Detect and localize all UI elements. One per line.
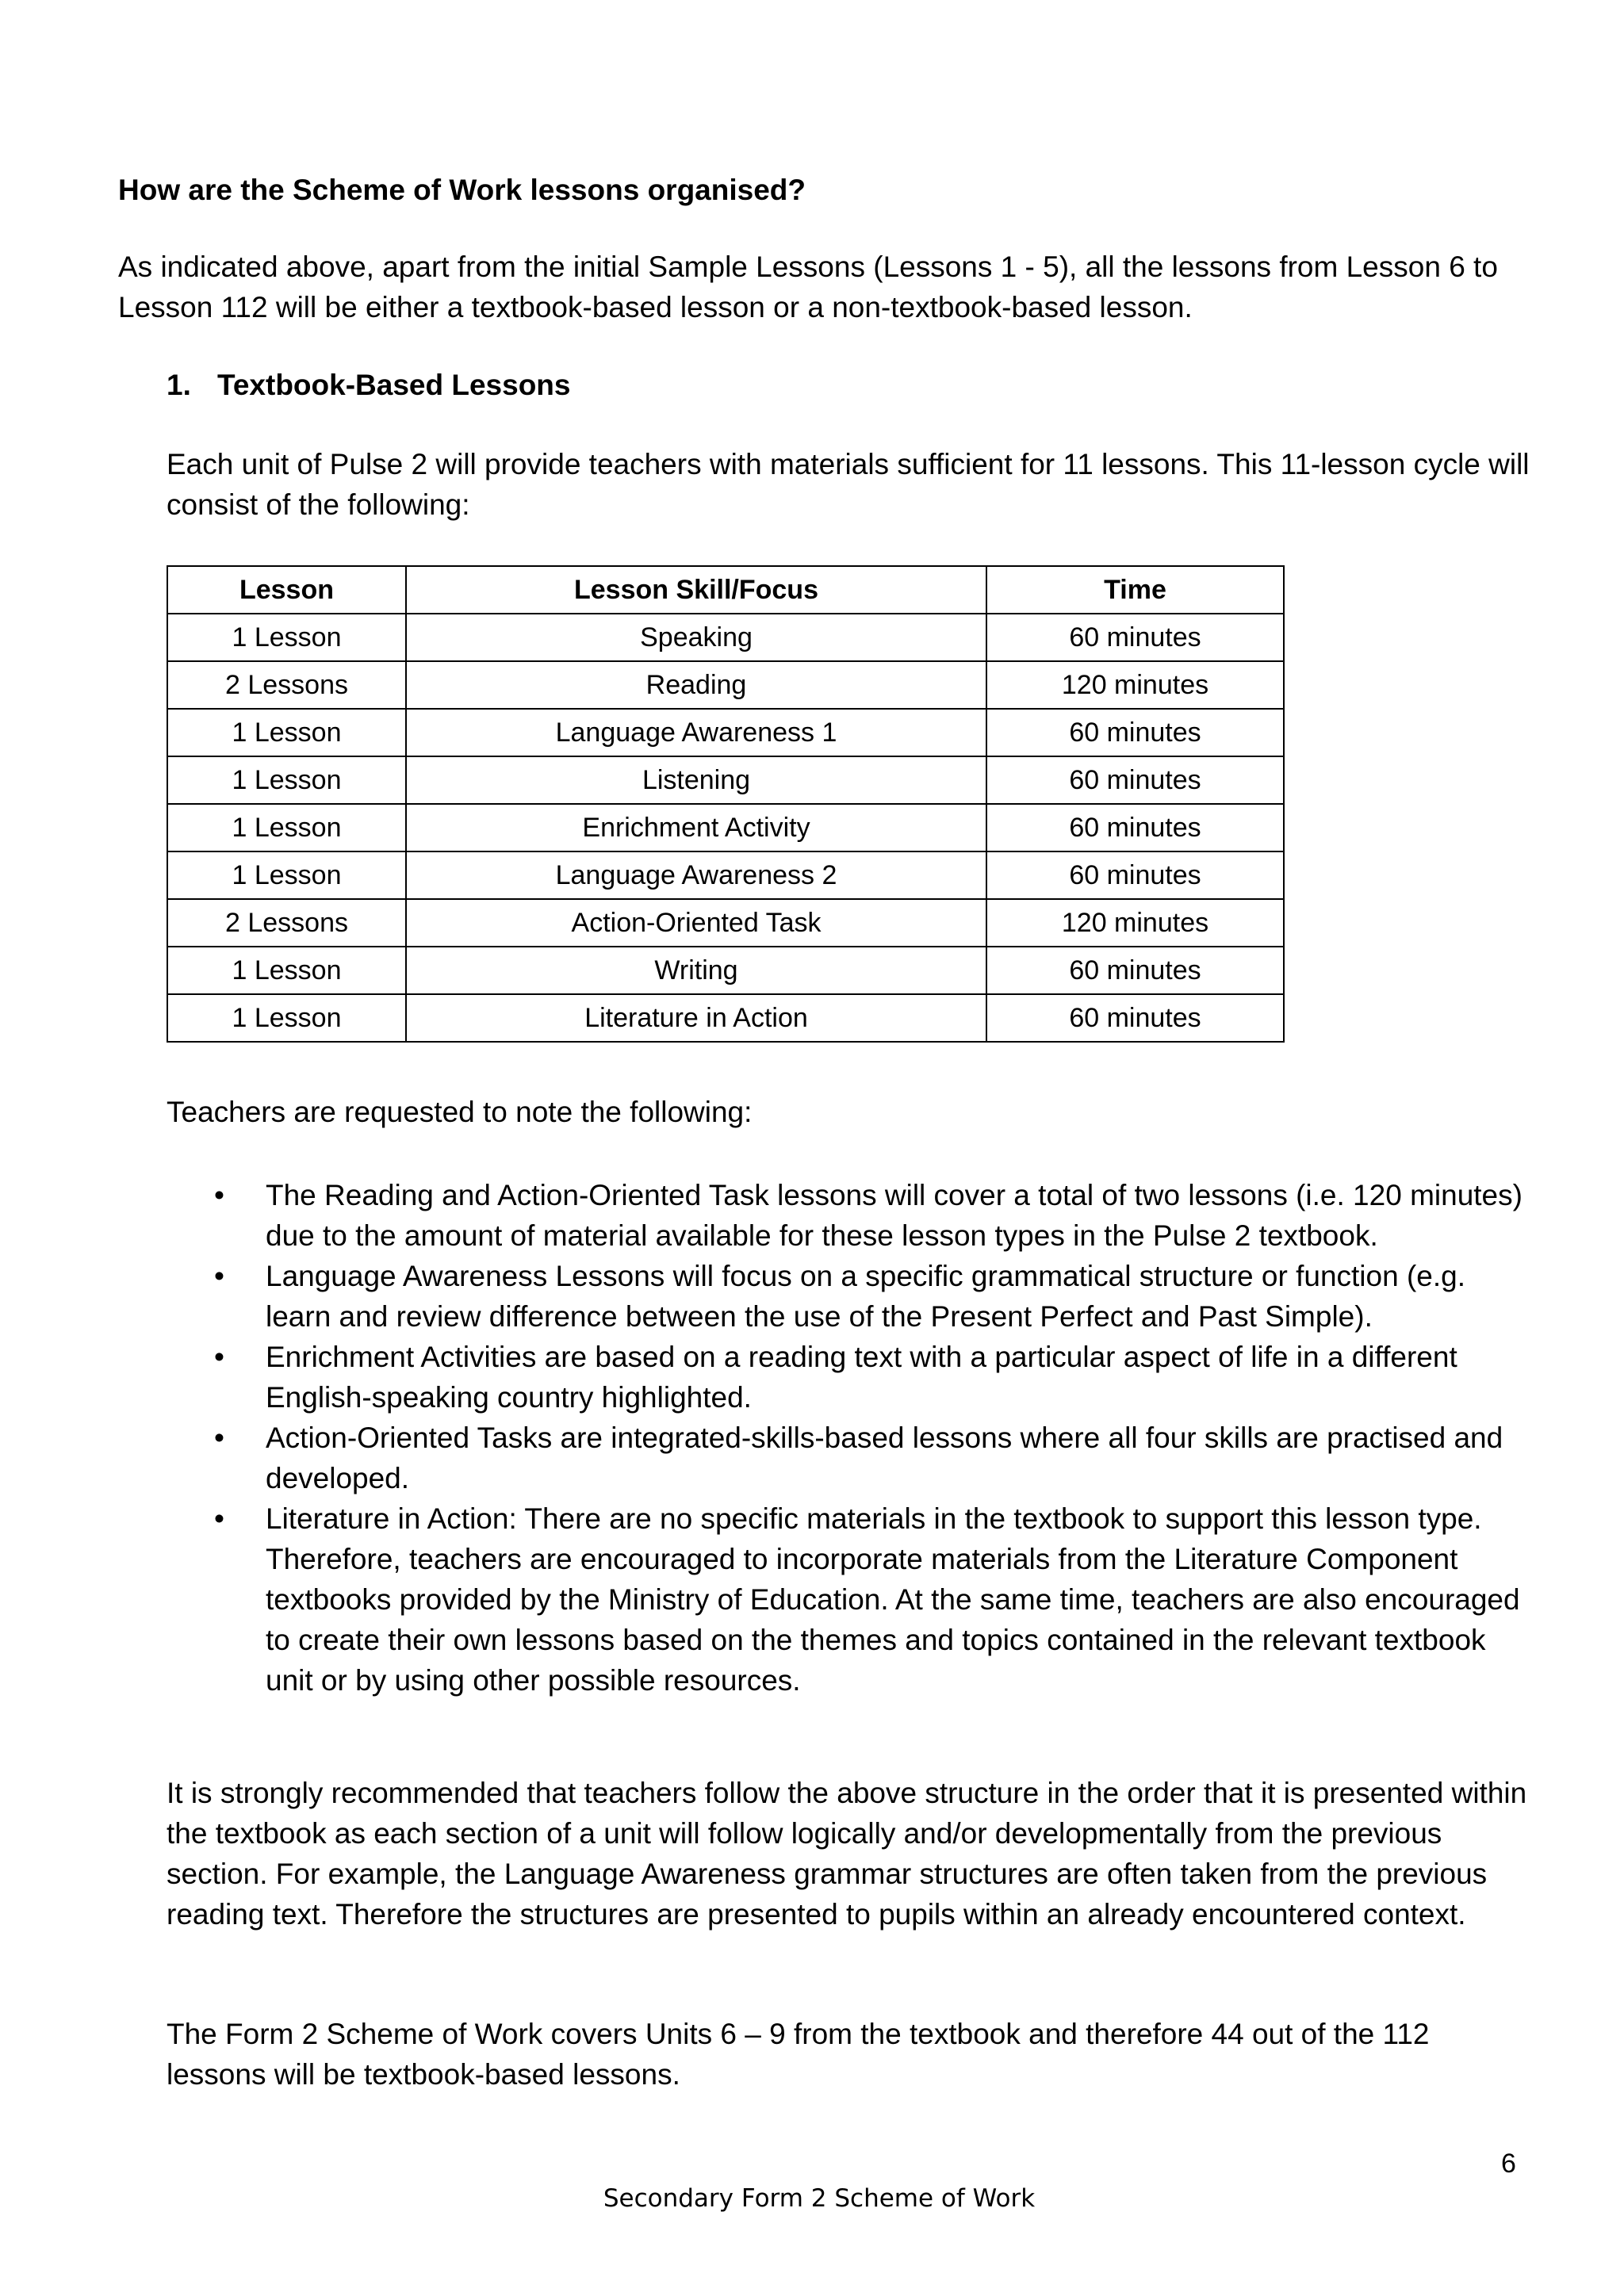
subsection-title: Textbook-Based Lessons xyxy=(217,369,571,401)
bullet-icon: • xyxy=(214,1179,224,1211)
page-footer: Secondary Form 2 Scheme of Work xyxy=(603,2184,1036,2213)
bullet-icon: • xyxy=(214,1502,224,1535)
table-row xyxy=(167,899,1284,947)
table-row xyxy=(167,947,1284,994)
subsection-paragraph: Each unit of Pulse 2 will provide teachers with materials sufficient for 11 lessons. This 11-lesson cycle will consist of the following: xyxy=(167,448,1530,521)
table-row xyxy=(167,851,1284,899)
table-row xyxy=(167,709,1284,756)
subsection-heading xyxy=(167,365,570,405)
table-row xyxy=(167,756,1284,804)
note-intro: Teachers are requested to note the following: xyxy=(167,1096,753,1128)
table-row xyxy=(167,614,1284,661)
subsection-number: 1. xyxy=(167,369,191,401)
table-row xyxy=(167,994,1284,1042)
list-item-text: The Reading and Action-Oriented Task lessons will cover a total of two lessons (i.e. 120 minutes) due to the amount of material available for these lesson types in the Pulse 2 textbook. xyxy=(266,1179,1522,1252)
list-item xyxy=(167,1498,1530,1701)
cell-time: 60 minutes xyxy=(986,756,1284,804)
list-item-text: Literature in Action: There are no specific materials in the textbook to support this lesson type. Therefore, teachers are encouraged to incorporate materials from the Literature Component textbooks provided by the Ministry of Education. At the same time, teachers are also encouraged to create their own lessons based on the themes and topics contained in the relevant textbook unit or by using other possible resources. xyxy=(266,1502,1520,1697)
list-item-text: Action-Oriented Tasks are integrated-skills-based lessons where all four skills are practised and developed. xyxy=(266,1422,1503,1494)
cell-lesson: 1 Lesson xyxy=(167,851,406,899)
table-row xyxy=(167,804,1284,851)
bullet-icon: • xyxy=(214,1260,224,1292)
list-item xyxy=(167,1337,1530,1418)
list-item xyxy=(167,1418,1530,1498)
cell-time: 60 minutes xyxy=(986,994,1284,1042)
coverage-paragraph: The Form 2 Scheme of Work covers Units 6 – 9 from the textbook and therefore 44 out of the 112 lessons will be textbook-based lessons. xyxy=(167,2018,1430,2091)
cell-skill-focus: Reading xyxy=(406,661,986,709)
notes-list xyxy=(167,1175,1530,1701)
header-skill-focus: Lesson Skill/Focus xyxy=(406,566,986,614)
cell-lesson: 2 Lessons xyxy=(167,899,406,947)
cell-lesson: 1 Lesson xyxy=(167,994,406,1042)
cell-lesson: 1 Lesson xyxy=(167,947,406,994)
bullet-icon: • xyxy=(214,1422,224,1454)
cell-time: 120 minutes xyxy=(986,899,1284,947)
list-item xyxy=(167,1256,1530,1337)
header-lesson: Lesson xyxy=(167,566,406,614)
cell-skill-focus: Listening xyxy=(406,756,986,804)
cell-skill-focus: Speaking xyxy=(406,614,986,661)
bullet-icon: • xyxy=(214,1341,224,1373)
cell-skill-focus: Action-Oriented Task xyxy=(406,899,986,947)
cell-skill-focus: Language Awareness 1 xyxy=(406,709,986,756)
list-item-text: Language Awareness Lessons will focus on a specific grammatical structure or function (e.g. learn and review difference between the use of the Present Perfect and Past Simple). xyxy=(266,1260,1465,1333)
table-header-row xyxy=(167,566,1284,614)
cell-lesson: 2 Lessons xyxy=(167,661,406,709)
cell-skill-focus: Language Awareness 2 xyxy=(406,851,986,899)
header-time: Time xyxy=(986,566,1284,614)
table-row xyxy=(167,661,1284,709)
cell-skill-focus: Literature in Action xyxy=(406,994,986,1042)
cell-time: 60 minutes xyxy=(986,851,1284,899)
cell-lesson: 1 Lesson xyxy=(167,804,406,851)
cell-time: 60 minutes xyxy=(986,614,1284,661)
list-item-text: Enrichment Activities are based on a reading text with a particular aspect of life in a different English-speaking country highlighted. xyxy=(266,1341,1457,1414)
intro-paragraph: As indicated above, apart from the initial Sample Lessons (Lessons 1 - 5), all the lessons from Lesson 6 to Lesson 112 will be either a textbook-based lesson or a non-textbook-based lesson. xyxy=(118,251,1498,323)
cell-time: 60 minutes xyxy=(986,709,1284,756)
cell-skill-focus: Writing xyxy=(406,947,986,994)
page-number: 6 xyxy=(1501,2149,1516,2179)
cell-time: 60 minutes xyxy=(986,804,1284,851)
cell-time: 120 minutes xyxy=(986,661,1284,709)
cell-lesson: 1 Lesson xyxy=(167,614,406,661)
cell-time: 60 minutes xyxy=(986,947,1284,994)
lesson-cycle-table xyxy=(167,565,1285,1043)
cell-lesson: 1 Lesson xyxy=(167,756,406,804)
list-item xyxy=(167,1175,1530,1256)
cell-skill-focus: Enrichment Activity xyxy=(406,804,986,851)
cell-lesson: 1 Lesson xyxy=(167,709,406,756)
section-heading: How are the Scheme of Work lessons organised? xyxy=(118,174,806,206)
recommendation-paragraph: It is strongly recommended that teachers follow the above structure in the order that it is presented within the textbook as each section of a unit will follow logically and/or developmentally from the previous section. For example, the Language Awareness grammar structures are often taken from the previous reading text. Therefore the structures are presented to pupils within an already encountered context. xyxy=(167,1777,1527,1931)
